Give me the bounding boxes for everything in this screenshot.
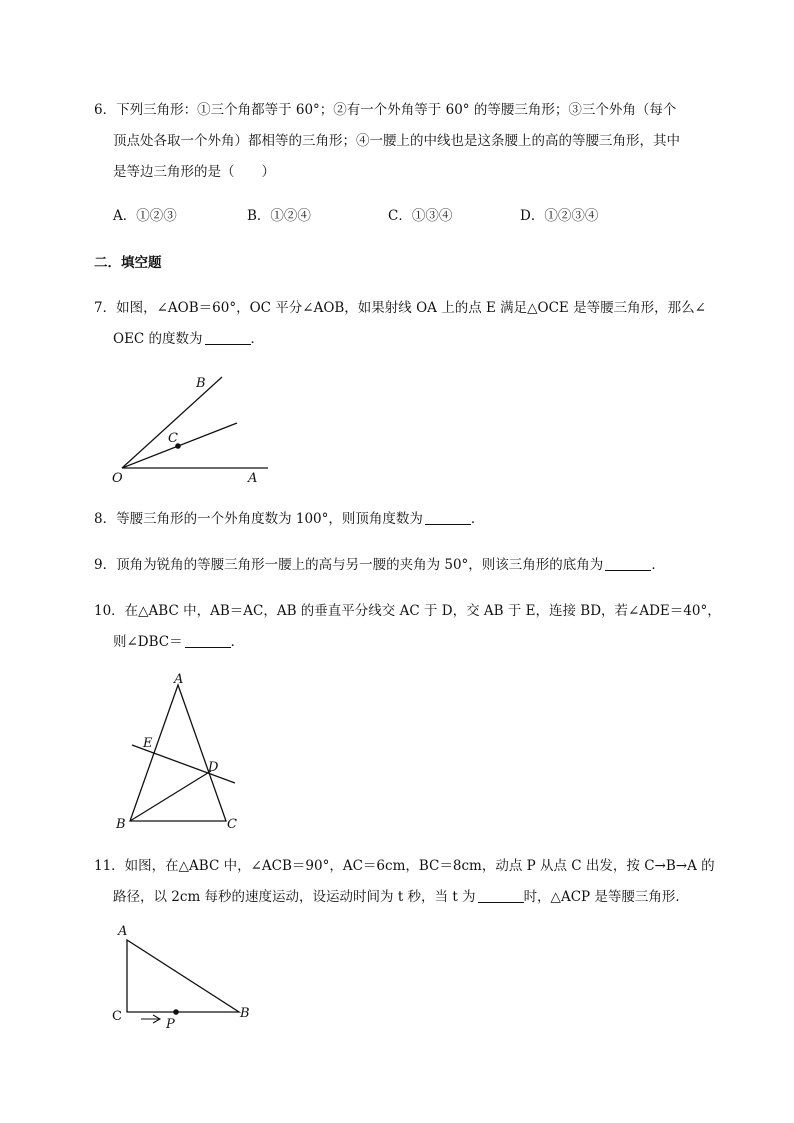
label-b: B [240,1006,250,1021]
q10-line-2 [113,632,244,652]
q6-line-2: 顶点处各取一个外角）都相等的三角形；④一腰上的中线也是这条腰上的高的等腰三角形，其中 [113,133,680,149]
point-p [173,1009,179,1015]
label-d: D [208,760,219,775]
q8-answer-blank [425,510,471,525]
q6-line-3: 是等边三角形的是（ ） [113,164,275,180]
q10-triangle-figure [110,670,250,835]
q11-line-2-text-b: 时，△ACP 是等腰三角形． [523,889,689,905]
label-a: A [118,924,128,939]
q9-text: 9．顶角为锐角的等腰三角形一腰上的高与另一腰的夹角为 50°，则该三角形的底角为 [94,557,604,573]
label-c: C [112,1009,122,1024]
label-a: A [174,672,184,687]
q6-line-1: 6．下列三角形：①三个角都等于 60°；②有一个外角等于 60° 的等腰三角形；③三个外角（每个 [94,102,677,118]
q11-line-2-text-a: 路径，以 2cm 每秒的速度运动，设运动时间为 t 秒，当 t 为 [113,889,476,905]
q9-end: ． [651,557,665,573]
q10-line-2-end: ． [230,634,245,650]
q10-answer-blank [185,633,231,648]
q11-right-triangle-figure [105,922,265,1032]
ray-ob [122,377,222,468]
label-a: A [248,471,258,486]
q7-line-2-end: ． [250,331,265,347]
q8-text: 8．等腰三角形的一个外角度数为 100°，则顶角度数为 [94,511,423,527]
label-b: B [196,376,206,391]
q8-line [94,509,484,529]
q7-line-2-text: OEC 的度数为 [113,331,203,347]
q7-angle-figure [100,365,280,490]
label-o: O [112,471,123,486]
q9-answer-blank [605,556,651,571]
q11-line-1: 11．如图，在△ABC 中，∠ACB＝90°，AC＝6cm，BC＝8cm，动点 P 从点 C 出发，按 C→B→A 的 [94,858,715,874]
label-e: E [143,736,153,751]
label-b: B [116,817,126,832]
q11-answer-blank [478,888,524,903]
q6-option-d: D．①②③④ [520,208,599,224]
q9-line [94,555,665,575]
q6-option-c: C．①③④ [388,208,453,224]
section-heading-fill-blank: 二．填空题 [94,255,162,271]
triangle-abc [130,685,226,821]
q10-line-2-text: 则∠DBC＝ [113,634,183,650]
q7-line-2 [113,329,264,349]
q8-end: ． [470,511,485,527]
q11-line-2 [113,887,689,907]
q7-line-1: 7．如图，∠AOB＝60°，OC 平分∠AOB，如果射线 OA 上的点 E 满足△OCE 是等腰三角形，那么∠ [94,300,706,316]
q10-line-1: 10．在△ABC 中，AB＝AC，AB 的垂直平分线交 AC 于 D，交 AB 于 E，连接 BD，若∠ADE＝40°， [94,603,721,619]
label-p: P [166,1017,175,1032]
label-c: C [168,431,178,446]
q7-answer-blank [205,330,251,345]
triangle-acb [127,940,239,1012]
q6-option-b: B．①②④ [247,208,311,224]
q6-option-a: A．①②③ [113,208,177,224]
segment-bd [130,771,211,821]
label-c: C [227,817,237,832]
